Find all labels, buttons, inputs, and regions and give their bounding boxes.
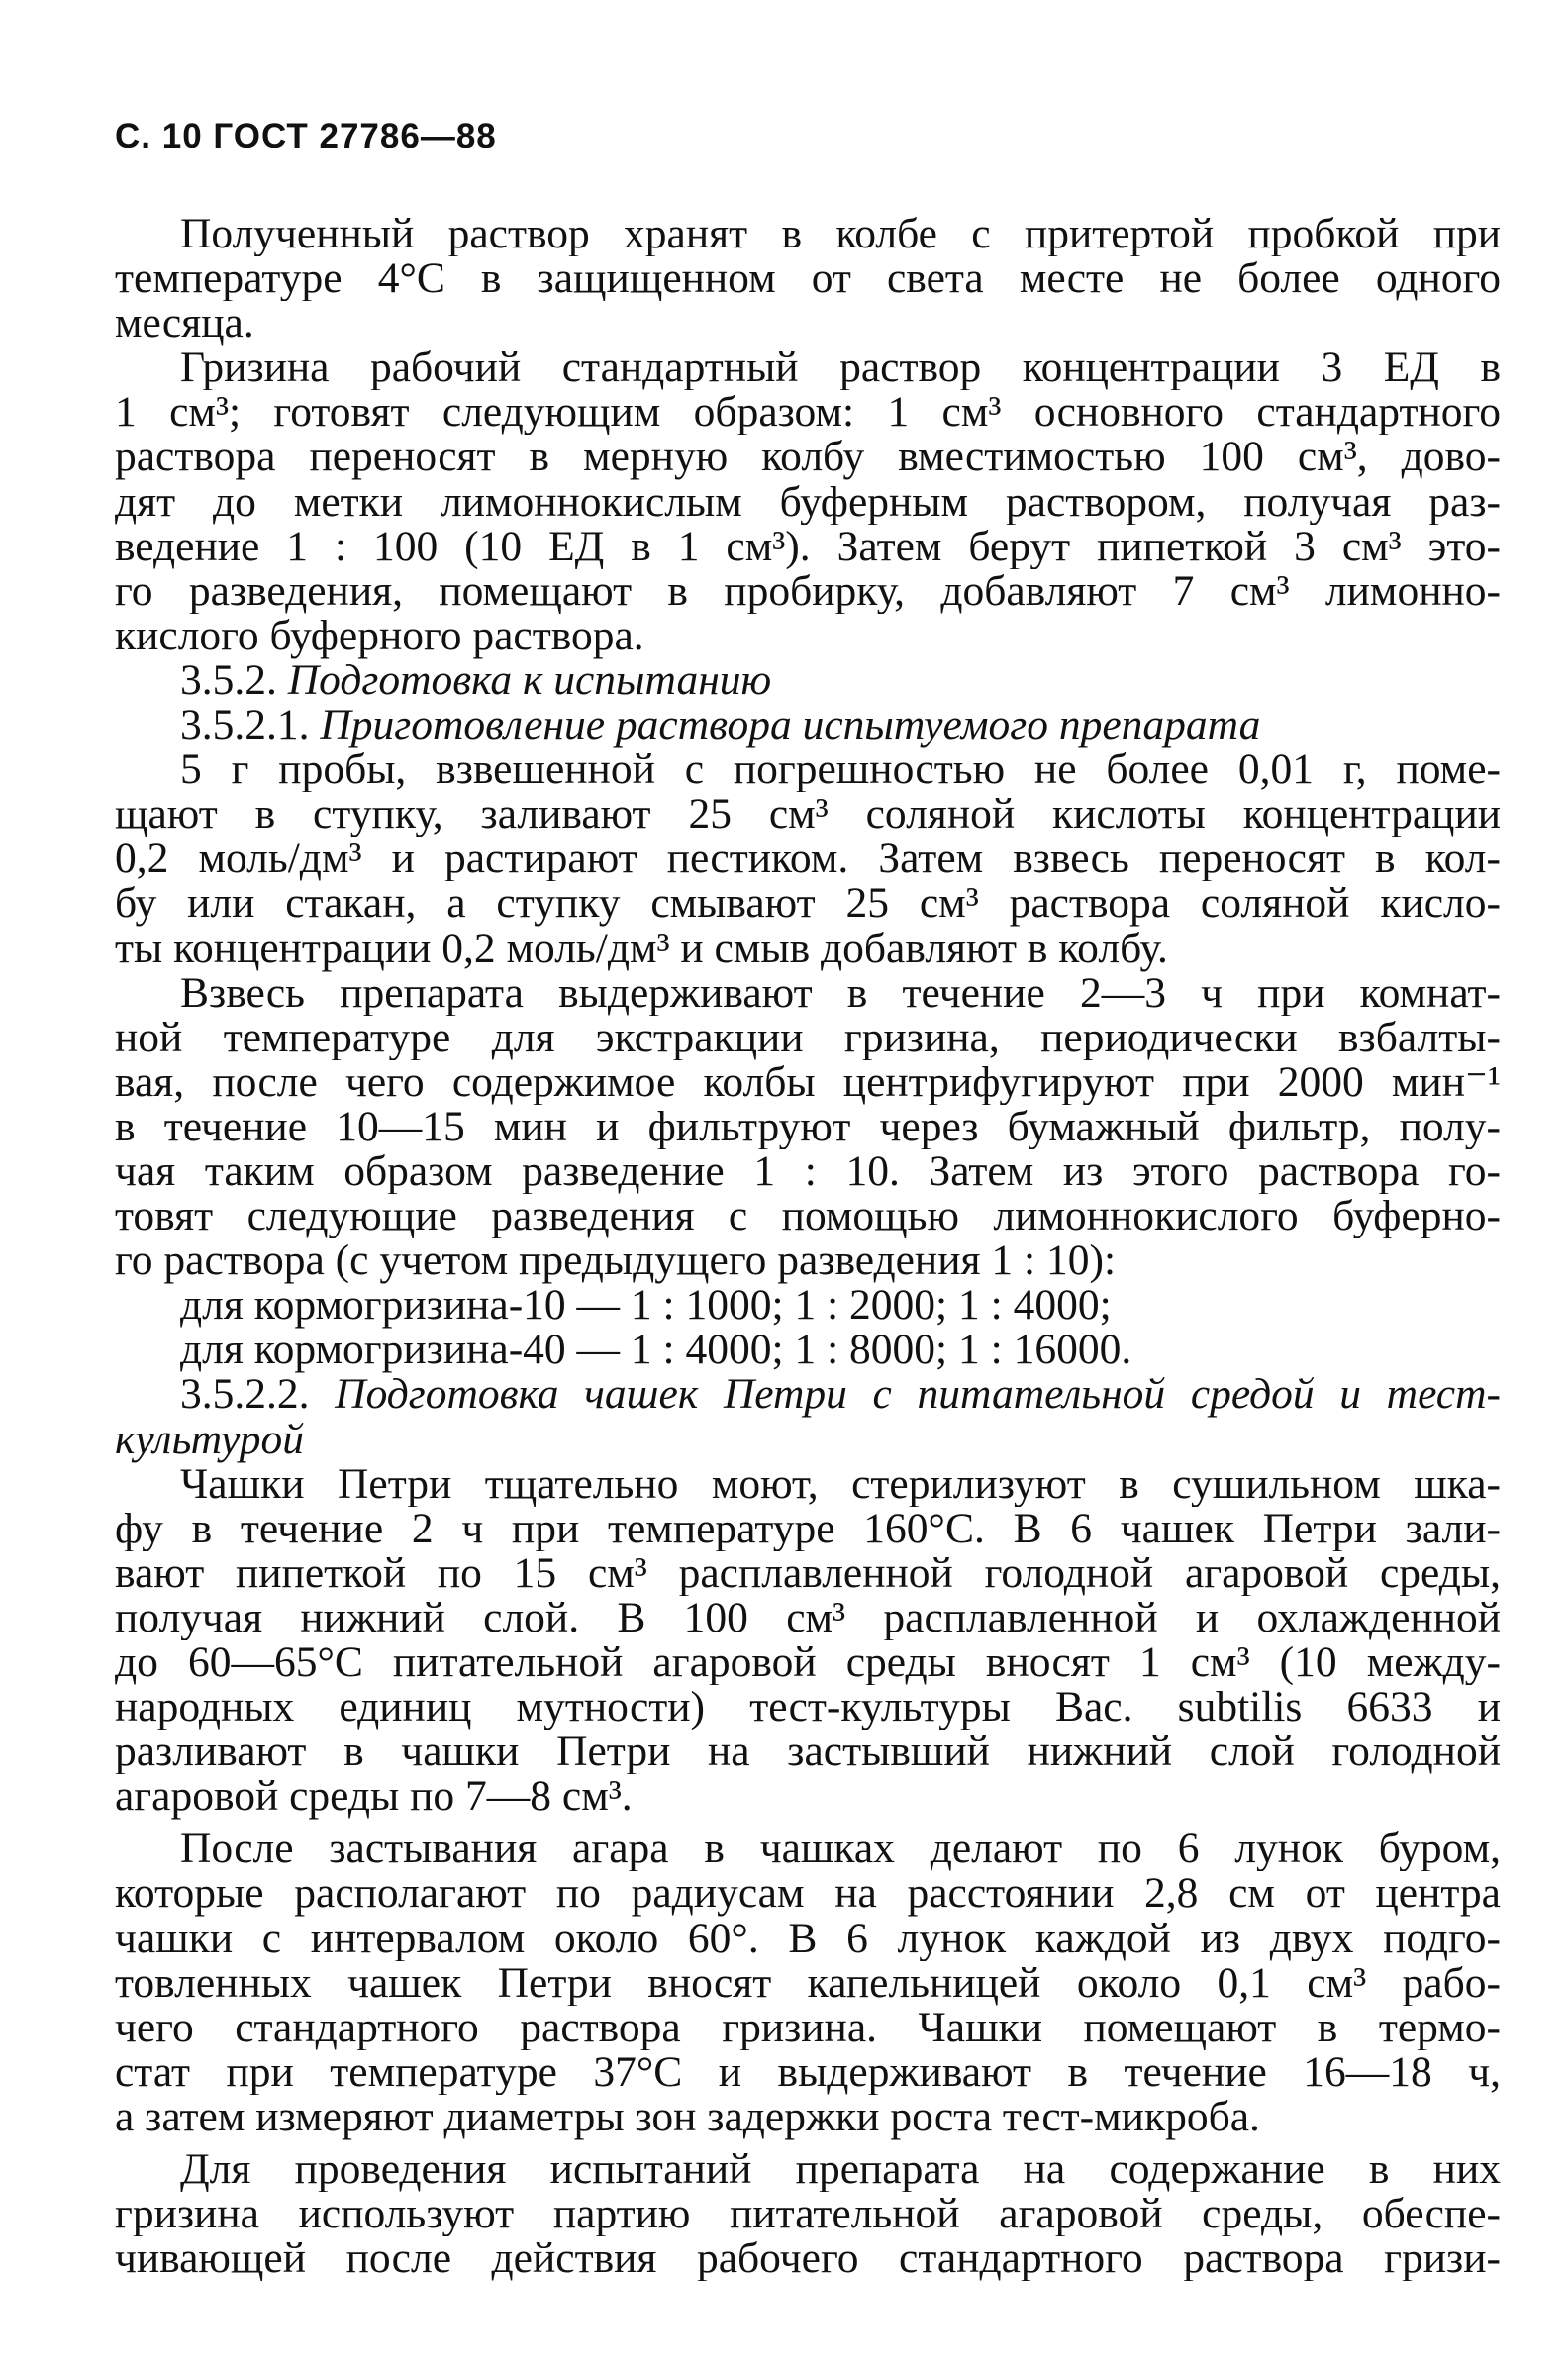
document-body	[115, 212, 1501, 2281]
text-line-content: фу в течение 2 ч при температуре 160°С. В 6 чашек Петри зали-	[115, 1506, 1501, 1551]
text-line	[115, 346, 1501, 390]
text-line	[115, 525, 1501, 569]
text-line	[115, 1016, 1501, 1060]
section-heading-italic: Подготовка чашек Петри с питательной средой и тест-	[335, 1372, 1501, 1418]
text-line	[115, 2147, 1501, 2192]
section-heading-italic: Приготовление раствора испытуемого препарата	[320, 701, 1261, 749]
text-line-content: ты концентрации 0,2 моль/дм³ и смыв добавляют в колбу.	[115, 924, 1168, 972]
text-line-content: народных единиц мутности) тест-культуры Bac. subtilis 6633 и	[115, 1685, 1501, 1731]
text-line	[115, 703, 1501, 747]
text-line-content: 1 см³; готовят следующим образом: 1 см³ основного стандартного	[115, 390, 1501, 436]
text-line-content: а затем измеряют диаметры зон задержки роста тест-микроба.	[115, 2092, 1260, 2140]
text-line-content: 3.5.2.1.	[180, 701, 321, 749]
text-line	[115, 256, 1501, 301]
text-line	[115, 2236, 1501, 2281]
text-line-content: разливают в чашки Петри на застывший нижний слой голодной	[115, 1730, 1501, 1775]
text-line	[115, 1685, 1501, 1730]
text-line-content: агаровой среды по 7—8 см³.	[115, 1772, 633, 1821]
text-line-content: ной температуре для экстракции гризина, периодически взбалты-	[115, 1015, 1501, 1060]
text-line-content: для кормогризина-10 — 1 : 1000; 1 : 2000; 1 : 4000;	[180, 1281, 1112, 1330]
text-line	[115, 1238, 1501, 1283]
text-line-content: 5 г пробы, взвешенной с погрешностью не более 0,01 г, поме-	[180, 747, 1501, 793]
text-line-content: которые располагают по радиусам на расстоянии 2,8 см от центра	[115, 1871, 1501, 1917]
text-line	[115, 2092, 1501, 2140]
text-line	[115, 1827, 1501, 1871]
text-line-content: 3.5.2.2.	[180, 1372, 336, 1418]
paragraph-gap	[115, 2139, 1501, 2147]
text-line	[115, 837, 1501, 881]
text-line	[115, 1730, 1501, 1774]
text-line-content: Чашки Петри тщательно моют, стерилизуют в сушильном шка-	[180, 1461, 1501, 1507]
text-line-content: После застывания агара в чашках делают по 6 лунок буром,	[180, 1827, 1501, 1872]
text-line	[115, 747, 1501, 792]
text-line	[115, 569, 1501, 614]
text-line-content: чивающей после действия рабочего стандартного раствора гризи-	[115, 2236, 1501, 2282]
text-line	[115, 792, 1501, 837]
text-line-content: чая таким образом разведение 1 : 10. Затем из этого раствора го-	[115, 1148, 1501, 1195]
text-line	[115, 2192, 1501, 2236]
text-line	[115, 1060, 1501, 1105]
text-line	[115, 881, 1501, 926]
text-line	[115, 1105, 1501, 1149]
text-line	[115, 435, 1501, 479]
text-line-content: Полученный раствор хранят в колбе с притертой пробкой при	[180, 212, 1501, 257]
text-line	[115, 1415, 1501, 1463]
section-heading-italic: культурой	[115, 1415, 304, 1463]
text-line-content: го разведения, помещают в пробирку, добавляют 7 см³ лимонно-	[115, 568, 1501, 614]
text-line	[115, 212, 1501, 256]
text-line-content: кислого буферного раствора.	[115, 611, 644, 659]
text-line	[115, 2050, 1501, 2095]
text-line	[115, 655, 1501, 704]
text-line	[115, 1149, 1501, 1194]
text-line-content: 0,2 моль/дм³ и растирают пестиком. Затем взвесь переносят в кол-	[115, 837, 1501, 882]
text-line-content: Взвесь препарата выдерживают в течение 2—3 ч при комнат-	[180, 970, 1501, 1016]
text-line-content: бу или стакан, а ступку смывают 25 см³ раствора соляной кисло-	[115, 881, 1501, 927]
text-line	[115, 1194, 1501, 1238]
text-line	[115, 1507, 1501, 1551]
text-line	[115, 1372, 1501, 1417]
text-line-content: ведение 1 : 100 (10 ЕД в 1 см³). Затем берут пипеткой 3 см³ это-	[115, 524, 1501, 569]
text-line-content: го раствора (с учетом предыдущего разведения 1 : 10):	[115, 1236, 1117, 1285]
text-line-content: чего стандартного раствора гризина. Чашки помещают в термо-	[115, 2005, 1501, 2050]
text-line	[115, 390, 1501, 435]
text-line	[115, 1283, 1501, 1328]
text-line	[115, 1917, 1501, 1961]
text-line-content: товленных чашек Петри вносят капельницей около 0,1 см³ рабо-	[115, 1960, 1501, 2006]
text-line	[115, 971, 1501, 1016]
text-line-content: до 60—65°С питательной агаровой среды вносят 1 см³ (10 между-	[115, 1640, 1501, 1686]
text-line	[115, 1328, 1501, 1372]
text-line	[115, 1551, 1501, 1596]
text-line-content: вают пипеткой по 15 см³ расплавленной голодной агаровой среды,	[115, 1550, 1501, 1596]
text-line	[115, 301, 1501, 346]
text-line-content: для кормогризина-40 — 1 : 4000; 1 : 8000; 1 : 16000.	[180, 1326, 1132, 1374]
text-line	[115, 1462, 1501, 1507]
text-line	[115, 924, 1501, 972]
text-line-content: раствора переносят в мерную колбу вместимостью 100 см³, дово-	[115, 435, 1501, 480]
text-line-content: чашки с интервалом около 60°. В 6 лунок каждой из двух подго-	[115, 1916, 1501, 1961]
text-line	[115, 1640, 1501, 1685]
text-line-content: гризина используют партию питательной агаровой среды, обеспе-	[115, 2192, 1501, 2237]
text-line-content: Гризина рабочий стандартный раствор концентрации 3 ЕД в	[180, 346, 1501, 391]
text-line-content: стат при температуре 37°С и выдерживают в течение 16—18 ч,	[115, 2049, 1501, 2095]
text-line-content: месяца.	[115, 299, 254, 347]
section-heading-italic: Подготовка к испытанию	[287, 655, 772, 704]
text-line	[115, 480, 1501, 525]
text-line-content: 3.5.2.	[180, 655, 288, 704]
text-line-content: Для проведения испытаний препарата на содержание в них	[180, 2147, 1501, 2193]
text-line	[115, 1596, 1501, 1640]
text-line	[115, 1774, 1501, 1819]
text-line-content: дят до метки лимоннокислым буферным раствором, получая раз-	[115, 479, 1501, 525]
paragraph-gap	[115, 1819, 1501, 1827]
text-line-content: получая нижний слой. В 100 см³ расплавленной и охлажденной	[115, 1595, 1501, 1640]
text-line	[115, 1961, 1501, 2006]
text-line	[115, 1871, 1501, 1916]
text-line	[115, 2006, 1501, 2050]
text-line-content: температуре 4°С в защищенном от света месте не более одного	[115, 256, 1501, 302]
text-line	[115, 611, 1501, 659]
text-line-content: вая, после чего содержимое колбы центрифугируют при 2000 мин⁻¹	[115, 1059, 1501, 1105]
page-header: С. 10 ГОСТ 27786—88	[115, 117, 497, 155]
text-line-content: в течение 10—15 мин и фильтруют через бумажный фильтр, полу-	[115, 1104, 1501, 1149]
text-line-content: товят следующие разведения с помощью лимоннокислого буферно-	[115, 1194, 1501, 1239]
text-line-content: щают в ступку, заливают 25 см³ соляной кислоты концентрации	[115, 792, 1501, 838]
